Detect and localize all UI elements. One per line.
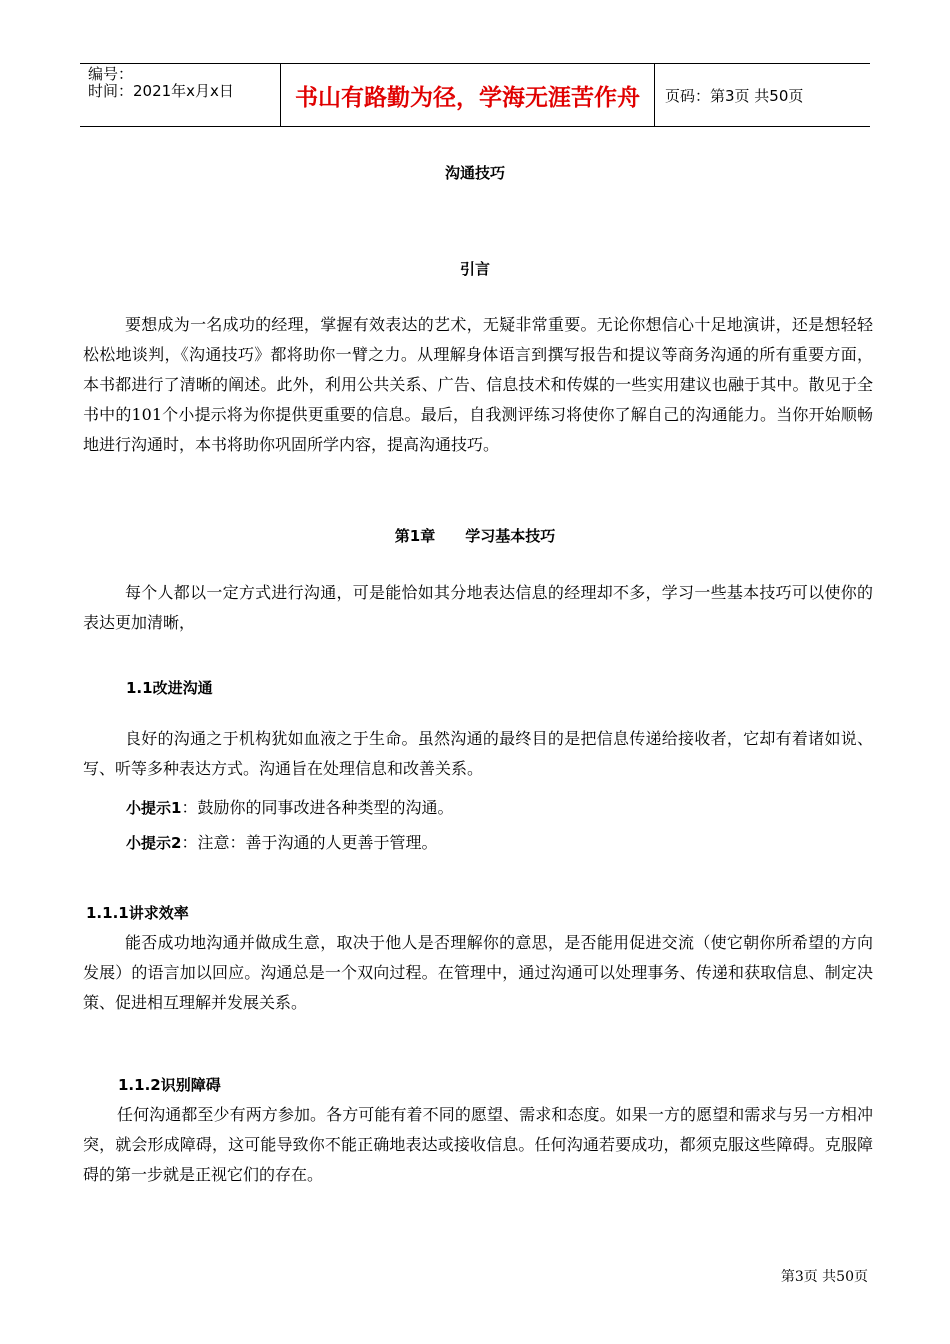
page-header — [80, 63, 870, 127]
tip-2-text: ：注意：善于沟通的人更善于管理。 — [181, 833, 438, 852]
tip-2 — [126, 831, 437, 855]
section-1-1-2-heading: 1.1.2识别障碍 — [118, 1076, 221, 1094]
section-1-1-1-paragraph: 能否成功地沟通并做成生意，取决于他人是否理解你的意思，是否能用促进交流（使它朝你所希望的方向发展）的语言加以回应。沟通总是一个双向过程。在管理中，通过沟通可以处理事务、传递和获取信息、制定决策、促进相互理解并发展关系。 — [83, 933, 873, 1012]
document-title: 沟通技巧 — [444, 164, 505, 182]
number-label: 编号： — [88, 65, 134, 83]
section-1-1-paragraph: 良好的沟通之于机构犹如血液之于生命。虽然沟通的最终目的是把信息传递给接收者，它却有着诸如说、写、听等多种表达方式。沟通旨在处理信息和改善关系。 — [83, 729, 873, 778]
tip-1-text: ：鼓励你的同事改进各种类型的沟通。 — [181, 798, 454, 817]
tip-1 — [126, 796, 453, 820]
tip-2-label: 小提示2 — [126, 834, 182, 852]
intro-heading: 引言 — [459, 260, 490, 278]
header-motto: 书山有路勤为径，学海无涯苦作舟 — [281, 64, 655, 126]
section-1-1-heading: 1.1改进沟通 — [126, 679, 213, 697]
header-meta — [80, 64, 281, 126]
chapter-paragraph: 每个人都以一定方式进行沟通，可是能恰如其分地表达信息的经理却不多，学习一些基本技巧可以使你的表达更加清晰， — [83, 583, 873, 632]
chapter-heading: 第1章 学习基本技巧 — [394, 527, 556, 545]
intro-paragraph: 要想成为一名成功的经理，掌握有效表达的艺术，无疑非常重要。无论你想信心十足地演讲，还是想轻轻松松地谈判，《沟通技巧》都将助你一臂之力。从理解身体语言到撰写报告和提议等商务沟通的所有重要方面，本书都进行了清晰的阐述。此外，利用公共关系、广告、信息技术和传媒的一些实用建议也融于其中。散见于全书中的101个小提示将为你提供更重要的信息。最后，自我测评练习将使你了解自己的沟通能力。当你开始顺畅地进行沟通时，本书将助你巩固所学内容，提高沟通技巧。 — [83, 315, 873, 454]
time-label: 时间：2021年x月x日 — [88, 82, 234, 100]
tip-1-label: 小提示1 — [126, 799, 182, 817]
header-page-info: 页码：第3页 共50页 — [665, 86, 804, 105]
section-1-1-2-paragraph: 任何沟通都至少有两方参加。各方可能有着不同的愿望、需求和态度。如果一方的愿望和需求与另一方相冲突，就会形成障碍，这可能导致你不能正确地表达或接收信息。任何沟通若要成功，都须克服这些障碍。克服障碍的第一步就是正视它们的存在。 — [83, 1105, 873, 1184]
page-footer: 第3页 共50页 — [780, 1269, 868, 1285]
section-1-1-1-heading: 1.1.1讲求效率 — [86, 904, 189, 922]
